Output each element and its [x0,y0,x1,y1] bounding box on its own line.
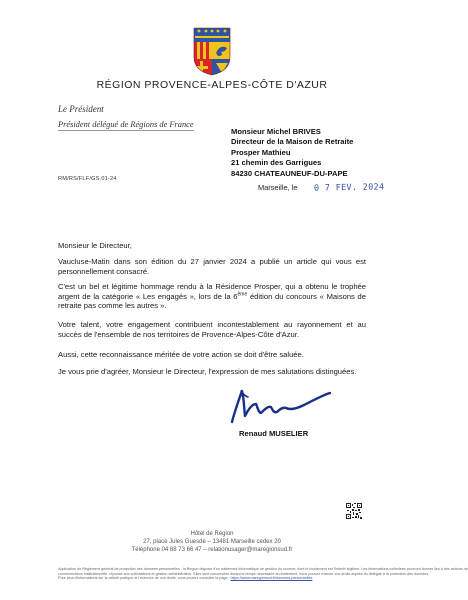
region-name: RÉGION PROVENCE-ALPES-CÔTE D'AZUR [96,79,328,91]
region-crest-icon [191,25,233,77]
place-date [258,183,384,193]
paragraph-1: Vaucluse-Matin dans son édition du 27 janvier 2024 a publié un article qui vous est personnellement consacré. [58,257,366,276]
qr-code-icon [346,503,362,519]
date-stamp: 0 7 FEV. 2024 [313,182,385,194]
footer-address: 27, place Jules Guesde – 13481 Marseille cedex 20 [143,539,281,545]
place-label: Marseille, le [258,183,298,192]
paragraph-5: Je vous prie d'agréer, Monsieur le Directeur, l'expression de mes salutations distinguées. [58,367,357,376]
paragraph-4: Aussi, cette reconnaissance méritée de votre action se doit d'être saluée. [58,350,304,359]
fine-print-line [58,576,370,581]
handwritten-signature [228,382,334,428]
data-protection-link[interactable]: https://www.maregionsud.fr/donnees-personnelles [230,576,313,581]
recipient-line: Prosper Mathieu [231,147,291,157]
recipient-address [231,127,353,179]
recipient-line: 21 chemin des Garrigues [231,158,322,168]
ordinal-superscript: ème [237,291,248,298]
signer-name: Renaud MUSELIER [239,429,309,438]
fine-print-text: Pour plus d'informations sur la cellule pratique et l'exercice de vos droits, vous pouvez consulter la page : [58,576,231,581]
paragraph-2-end: édition du concours « Maisons de retraite pas comme les autres ». [58,291,366,311]
president-title: Le Président [58,104,104,114]
president-subtitle: Président délégué de Régions de France [58,120,194,129]
fine-print-line: communication institutionnelle, réponse aux sollicitations et gestion administrative. Elles sont conservées durant le temps nécessaire au traitement. Vous pouvez exercer vos droits auprès du délégué à la protection des données. [58,571,430,576]
fine-print-line: Application du Règlement général de protection des données personnelles : la Région dispose d'un traitement informatique de gestion du courrier, dont le fondement est l'intérêt légitime. Les informations collectées pourront donner lieu à des actions de [58,567,468,571]
recipient-line: 84230 CHATEAUNEUF-DU-PAPE [231,168,348,178]
footer-building: Hôtel de Région [190,531,234,537]
reference-code: RM/RS/FLF/GS.01-24 [58,176,117,182]
paragraph-2 [58,282,366,311]
recipient-line: Directeur de la Maison de Retraite [231,137,354,147]
data-protection-notice [58,567,468,581]
recipient-line: Monsieur Michel BRIVES [231,127,321,136]
footer-contact: Téléphone 04 88 73 66 47 – relationusager@maregionsud.fr [131,547,293,553]
salutation: Monsieur le Directeur, [58,241,132,250]
paragraph-2-start: C'est un bel et légitime hommage rendu à la Résidence Prosper, qui a obtenu le trophée argent de la catégorie « Les engagés », lors de la 6 [58,282,366,301]
paragraph-3: Votre talent, votre engagement contribuent incontestablement au rayonnement et au succès de l'ensemble de nos territoires de Provence-Alpes-Côte d'Azur. [58,320,366,339]
